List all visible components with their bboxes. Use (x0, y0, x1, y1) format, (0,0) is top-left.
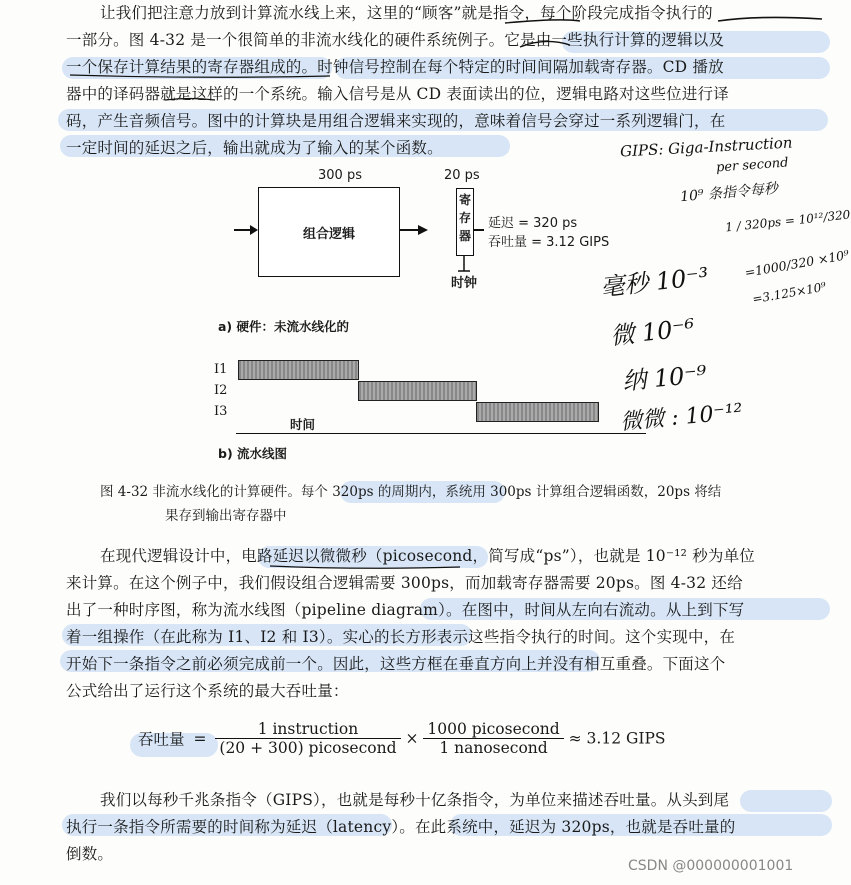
handwritten-picosecond: 微微 : 10⁻¹² (619, 399, 744, 436)
label-300ps: 300 ps (318, 168, 362, 183)
handwritten-calc-3: =3.125×10⁹ (751, 279, 828, 307)
formula-result: ≈ 3.12 GIPS (568, 729, 666, 748)
text-line: 公式给出了运行这个系统的最大吞吐量： (66, 682, 349, 700)
handwritten-millisecond: 毫秒 10⁻³ (599, 262, 710, 302)
text-line: 一个保存计算结果的寄存器组成的。时钟信号控制在每个特定的时间间隔加载寄存器。CD 播放 (66, 58, 724, 76)
time-label: 时间 (290, 417, 316, 432)
handwritten-calc-1: 1 / 320ps = 10¹²/320 (724, 207, 851, 235)
text-line: 一部分。图 4-32 是一个很简单的非流水线化的硬件系统例子。它是由一些执行计算的逻辑以及 (66, 31, 725, 49)
pipeline-label-i3: I3 (214, 404, 228, 419)
subfigure-a-caption: a) 硬件：未流水线化的 (218, 319, 350, 334)
handwritten-gips: GIPS: Giga-Instruction (619, 133, 793, 161)
text-line: 一定时间的延迟之后，输出就成为了输入的某个函数。 (66, 139, 443, 157)
text-line: 码，产生音频信号。图中的计算块是用组合逻辑来实现的，意味着信号会穿过一系列逻辑门，在 (66, 112, 726, 130)
figure-caption (100, 480, 721, 528)
handwritten-nanosecond: 纳 10⁻⁹ (621, 360, 708, 396)
instruction-bar-i2 (358, 381, 477, 401)
time-axis (236, 433, 646, 434)
handwritten-microsecond: 微 10⁻⁶ (609, 313, 696, 351)
text-line: 倒数。 (66, 845, 114, 863)
throughput-formula: 吞吐量 = $\frac{\text{1 instruction}}{\text{(20 + 300) picosecond}}$ × $\frac{\text{1000 picosecond}}{\text{1 nanosecond}}$ ≈ 3.12 GIPS (138, 720, 666, 757)
register-char: 器 (458, 229, 471, 243)
fraction-conversion: $\frac{\text{1000 picosecond}}{\text{1 nanosecond}}$ (423, 720, 563, 757)
delay-label: 延迟 = 320 ps (488, 216, 578, 231)
handwritten-calc-2: =1000/320 ×10⁹ (743, 246, 851, 281)
paragraph-picosecond (66, 543, 755, 705)
text-line: 开始下一条指令之前必须完成前一个。因此，这些方框在垂直方向上并没有相互重叠。下面这个 (66, 655, 726, 673)
register-block (456, 188, 474, 256)
text-line: 执行一条指令所需要的时间称为延迟（latency）。在此系统中，延迟为 320ps，也就是吞吐量的 (66, 818, 736, 836)
combinational-logic-label: 组合逻辑 (302, 226, 355, 242)
text-line: 在现代逻辑设计中，电路延迟以微微秒（picosecond，简写成“ps”），也就是 10⁻¹² 秒为单位 (100, 547, 755, 565)
caption-line: 图 4-32 非流水线化的计算硬件。每个 320ps 的周期内，系统用 300ps 计算组合逻辑函数，20ps 将结 (100, 484, 722, 500)
handwritten-10-9: 10⁹ 条指令每秒 (679, 180, 779, 206)
watermark: CSDN @000000001001 (628, 858, 794, 874)
formula-lhs: 吞吐量 (138, 730, 185, 749)
register-char: 寄 (458, 193, 471, 207)
handwritten-per-second: per second (715, 155, 789, 176)
text-line: 器中的译码器就是这样的一个系统。输入信号是从 CD 表面读出的位，逻辑电路对这些位进行译 (66, 85, 729, 103)
text-line: 来计算。在这个例子中，我们假设组合逻辑需要 300ps，而加载寄存器需要 20ps。图 4-32 还给 (66, 574, 743, 592)
paragraph-intro (66, 0, 729, 162)
text-line: 出了一种时序图，称为流水线图（pipeline diagram）。在图中，时间从左向右流动。从上到下写 (66, 601, 745, 619)
label-20ps: 20 ps (444, 168, 480, 183)
pipeline-label-i1: I1 (214, 362, 228, 377)
fraction-instruction: $\frac{\text{1 instruction}}{\text{(20 + 300) picosecond}}$ (215, 720, 400, 757)
text-line: 着一组操作（在此称为 I1、I2 和 I3）。实心的长方形表示这些指令执行的时间。这个实现中，在 (66, 628, 736, 646)
highlight-mark (740, 790, 832, 812)
subfigure-b-caption: b) 流水线图 (218, 446, 288, 461)
instruction-bar-i1 (238, 360, 359, 380)
paragraph-latency (66, 787, 735, 868)
text-line: 让我们把注意力放到计算流水线上来，这里的“顾客”就是指令，每个阶段完成指令执行的 (100, 4, 713, 22)
instruction-bar-i3 (476, 402, 599, 422)
throughput-label: 吞吐量 = 3.12 GIPS (488, 235, 610, 250)
pipeline-label-i2: I2 (214, 383, 228, 398)
combinational-logic-block (258, 187, 400, 277)
caption-line: 果存到输出寄存器中 (165, 508, 287, 524)
register-char: 存 (458, 211, 471, 225)
clock-label: 时钟 (451, 276, 478, 291)
text-line: 我们以每秒千兆条指令（GIPS），也就是每秒十亿条指令，为单位来描述吞吐量。从头到尾 (100, 791, 730, 809)
